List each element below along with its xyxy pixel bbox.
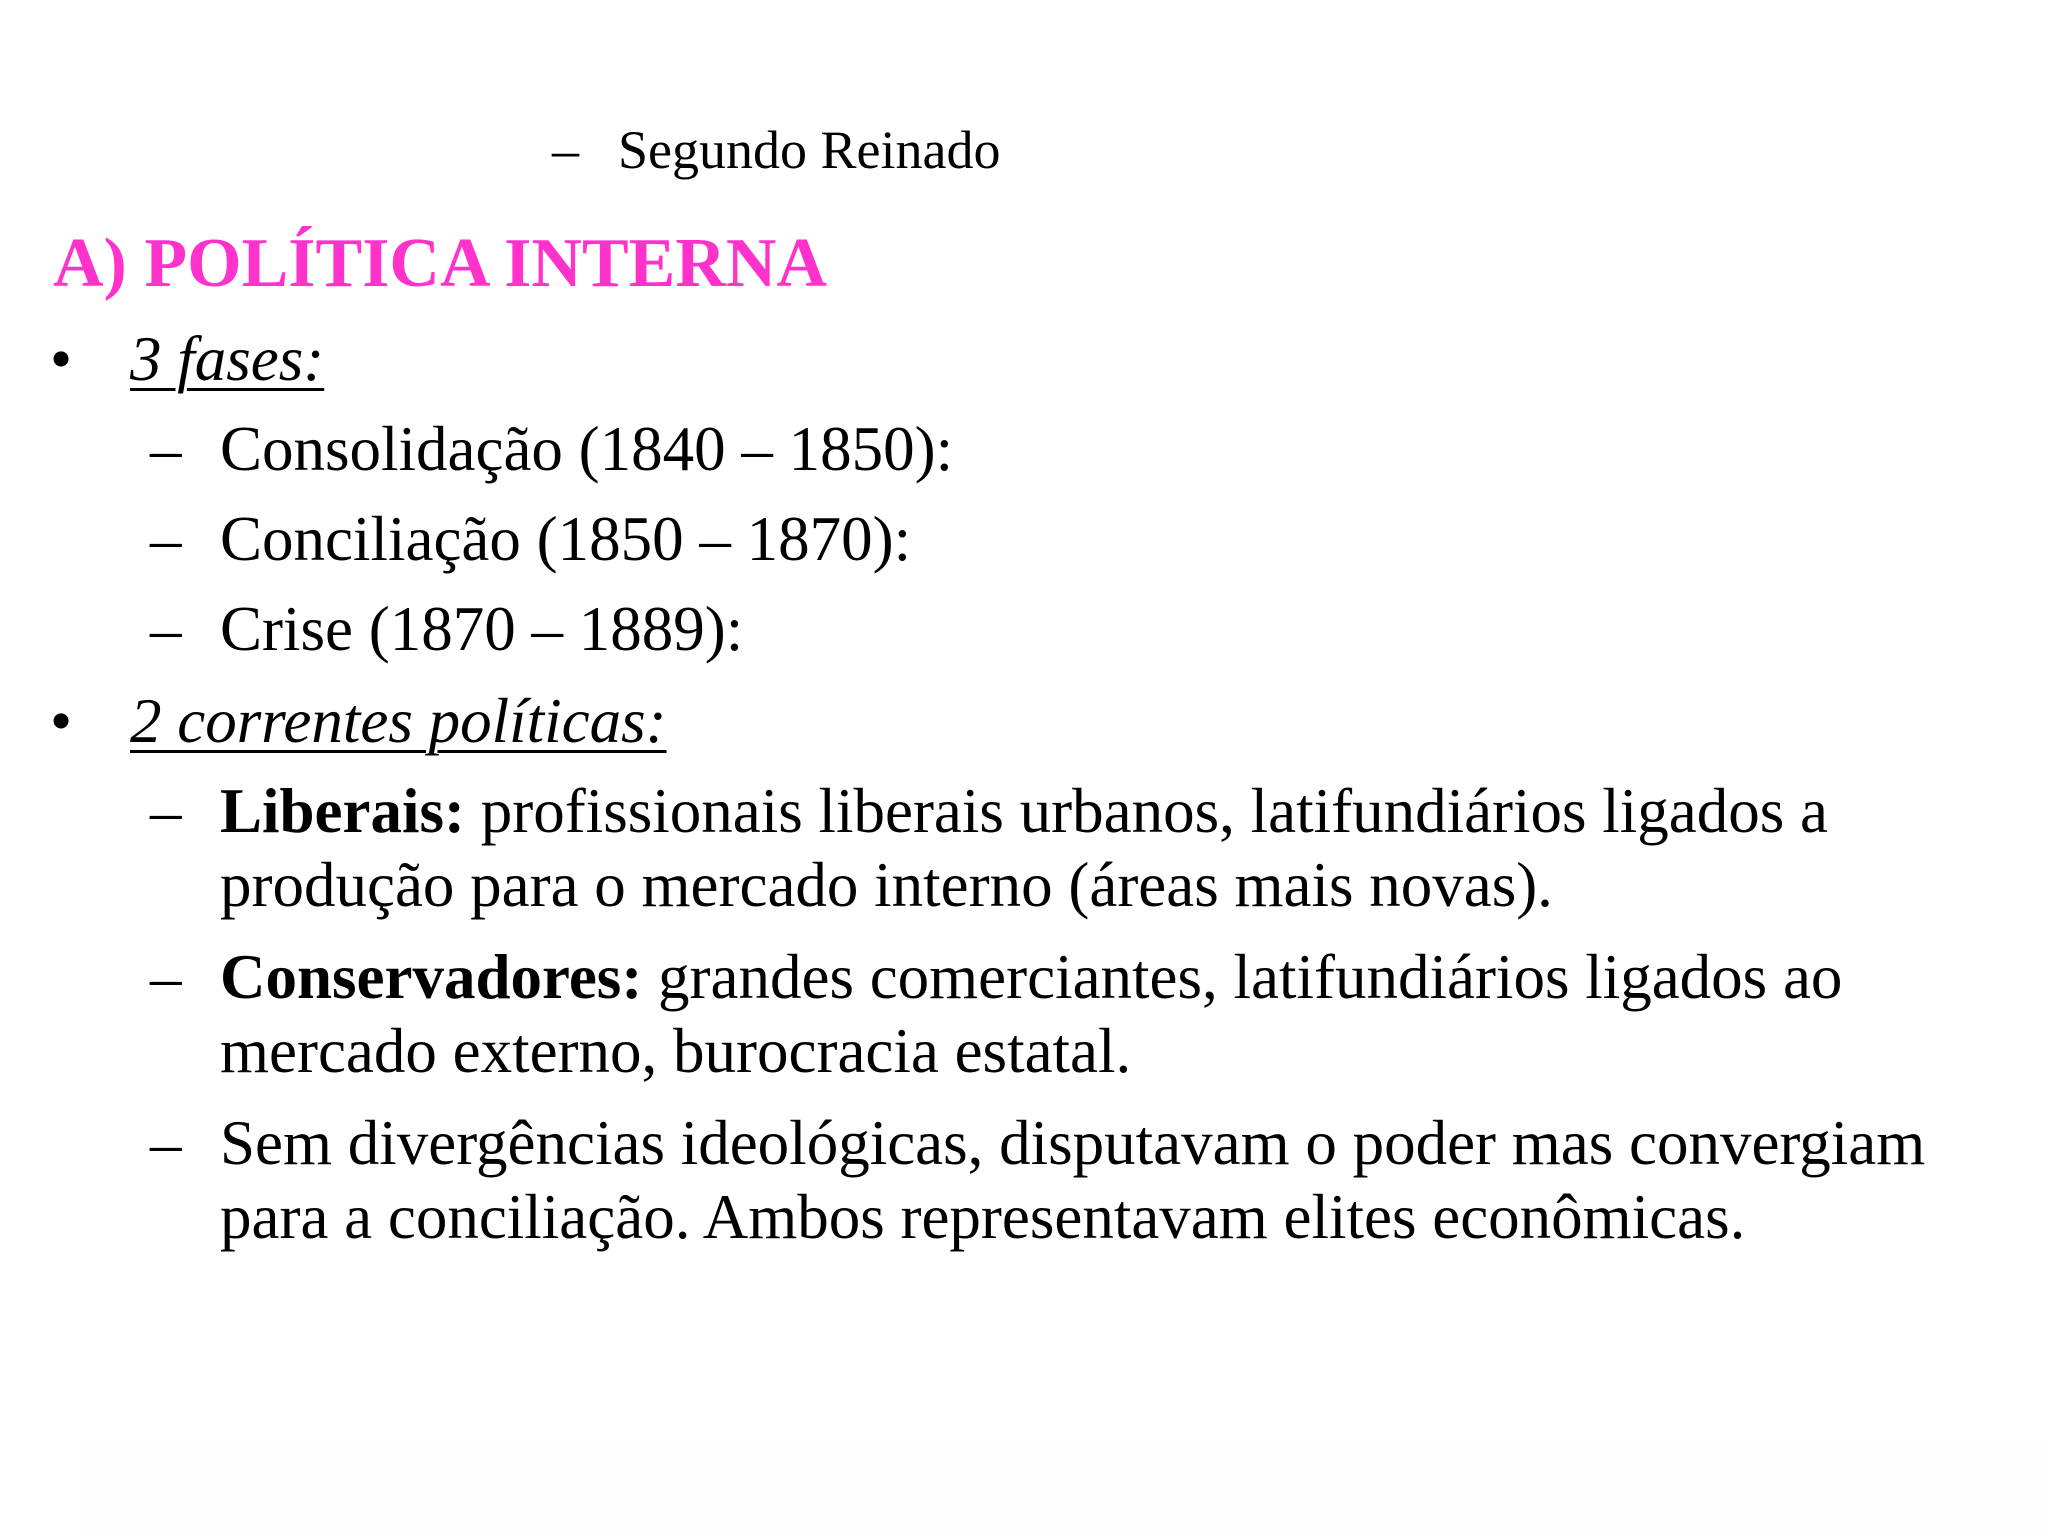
summary-text: Sem divergências ideológicas, disputavam o poder mas convergiam para a conciliação. Ambos representavam elites econômicas. <box>220 1108 1926 1252</box>
phase-text: Conciliação (1850 – 1870): <box>220 504 912 574</box>
current-item-conservadores <box>150 940 2010 1088</box>
bullet-label: 3 fases: <box>130 324 325 394</box>
phase-item <box>150 412 2010 486</box>
current-term: Liberais: <box>220 776 465 846</box>
item-dash: – <box>150 594 182 664</box>
section-heading: A) POLÍTICA INTERNA <box>53 225 827 302</box>
item-dash: – <box>150 942 182 1012</box>
phase-text: Crise (1870 – 1889): <box>220 594 744 664</box>
item-dash: – <box>150 776 182 846</box>
item-dash: – <box>150 1108 182 1178</box>
item-dash: – <box>150 504 182 574</box>
current-description: grandes comerciantes, latifundiários ligados ao mercado externo, burocracia estatal. <box>220 942 1843 1086</box>
phase-item <box>150 592 2010 666</box>
current-term: Conservadores: <box>220 942 643 1012</box>
item-dash: – <box>150 414 182 484</box>
phase-text: Consolidação (1840 – 1850): <box>220 414 954 484</box>
current-body <box>220 940 2010 1088</box>
background-band <box>80 1440 2048 1536</box>
bullet-political-currents <box>50 684 667 758</box>
bullet-phases <box>50 322 324 396</box>
subtitle-text: Segundo Reinado <box>618 120 1001 180</box>
bullet-symbol: • <box>50 686 73 756</box>
bullet-symbol: • <box>50 324 73 394</box>
subtitle-dash: – <box>552 120 579 180</box>
current-item-summary <box>150 1106 2010 1254</box>
slide-subtitle <box>552 118 1000 182</box>
phase-item <box>150 502 2010 576</box>
current-body <box>220 774 2010 922</box>
current-description: profissionais liberais urbanos, latifundiários ligados a produção para o mercado interno (áreas mais novas). <box>220 776 1828 920</box>
current-item-liberais <box>150 774 2010 922</box>
bullet-label: 2 correntes políticas: <box>130 686 667 756</box>
